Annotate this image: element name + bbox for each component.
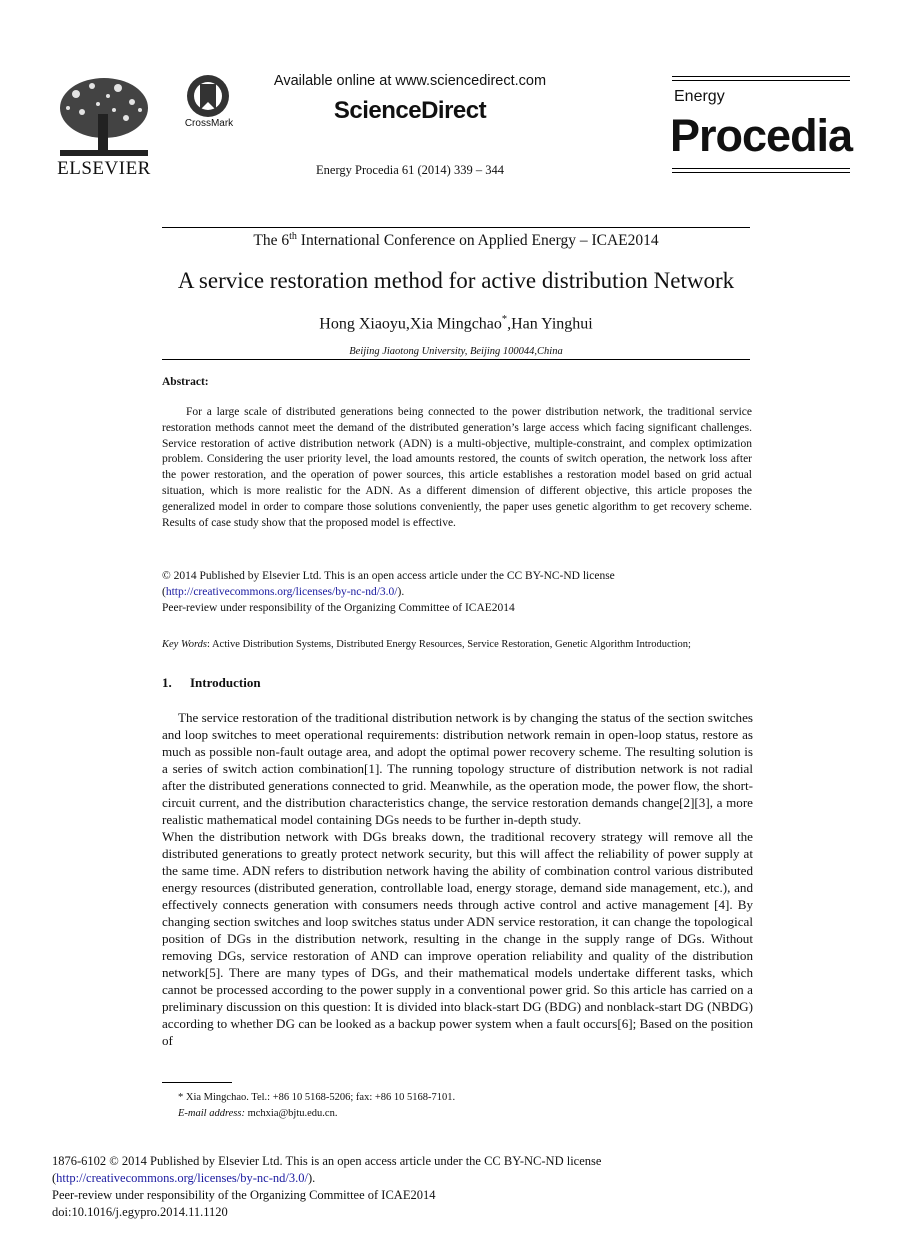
section-number: 1.: [162, 675, 172, 690]
footer-doi[interactable]: doi:10.1016/j.egypro.2014.11.1120: [52, 1205, 228, 1219]
footnote-contact: * Xia Mingchao. Tel.: +86 10 5168-5206; fax: +86 10 5168-7101.: [178, 1092, 456, 1103]
authors: [162, 314, 750, 333]
available-online: Available online at www.sciencedirect.com: [273, 73, 547, 89]
paragraph-1: The service restoration of the traditional distribution network is by changing the status of the section switches and loop switches to meet operational requirements: distribution network remain in open-loop status, restore as much as possible non-fault outage area, and adopt the optimal power recovery scheme. The resulting solution is a series of switch action combination[1]. The running topology structure of distribution network is not radial after the distributed generations connected to grid. Meanwhile, as the operation mode, the power flow, the short-circuit current, and the distribution characteristics change, the service restoration demands change[2][3], a more realistic mathematical model containing DGs needs to be further in-depth study.: [162, 710, 753, 827]
conference-post: International Conference on Applied Energy – ICAE2014: [296, 232, 659, 250]
footnote-email: [162, 1106, 752, 1122]
procedia-rule-bottom-2: [672, 172, 850, 173]
affiliation: Beijing Jiaotong University, Beijing 100044,China: [349, 346, 563, 357]
license-link[interactable]: http://creativecommons.org/licenses/by-nc-nd/3.0/: [165, 585, 398, 598]
publisher-name: ELSEVIER: [57, 158, 151, 179]
procedia-rule-bottom-1: [672, 168, 850, 169]
abstract-text: For a large scale of distributed generations being connected to the power distribution network, the traditional service restoration methods cannot meet the demand of the distributed generation’s large access which facing significant challenges. Service restoration of active distribution network (ADN) is a multi-objective, multiple-constraint, and complex optimization problem. Considering the user priority level, the load amounts restored, the counts of switch operation, the network loss after the power restoration, and the operation of power sources, this article establishes a restoration model based on grid actual situation, which is more realistic for the ADN. As a different dimension of different objective, this article proposes the generalized model in order to compare those solutions conveniently, the paper uses genetic algorithm to get recovery scheme. Results of case study show that the proposed model is effective.: [162, 406, 752, 529]
copyright-line: © 2014 Published by Elsevier Ltd. This is an open access article under the CC BY-NC-ND license: [162, 570, 615, 582]
title-rule-top: [162, 227, 750, 228]
copyright-block: [162, 569, 752, 616]
paper-title: A service restoration method for active distribution Network: [177, 268, 735, 293]
paragraph-2: When the distribution network with DGs breaks down, the traditional recovery strategy will remove all the distributed generations to greatly protect network security, but this will affect the reliability of power supply at the same time. ADN refers to distribution network having the ability of combination control various distributed energy resources (distributed generation, controllable load, energy storage, demand side management, etc.), and effectively connects generation with consumers needs through active control and active management [4]. By changing section switches and loop switches status under ADN service restoration, it can change the topological position of DGs in the distribution network, resulting in the change in the supply range of DGs. Without removing DGs, service restoration of AND can improve operation reliability and quality of the distribution network[5]. There are many types of DGs, and their mathematical models undertake different tasks, which cannot be processed according to the power supply in a conventional power grid. So this article has carried on a preliminary discussion on this question: It is divided into black-start DG (BDG) and nonblack-start DG (NBDG) according to whether DG can be looked as a backup power system when a fault occurs[6]; Based on the position of: [162, 829, 753, 1048]
procedia-rule-top-1: [672, 76, 850, 77]
procedia-journal-small: Energy: [674, 88, 725, 105]
section-title: Introduction: [190, 675, 261, 690]
conference-pre: The 6: [253, 232, 290, 250]
authors-part2: ,Han Yinghui: [507, 315, 593, 333]
conference-sup: th: [289, 231, 297, 242]
sciencedirect-logo: ScienceDirect: [333, 97, 487, 124]
footer-license-link[interactable]: http://creativecommons.org/licenses/by-nc-nd/3.0/: [56, 1171, 308, 1185]
keywords-label: Key Words: [162, 639, 208, 650]
procedia-journal-big: Procedia: [670, 110, 853, 161]
email-label: E-mail address:: [178, 1108, 245, 1119]
abstract-heading: Abstract:: [162, 376, 209, 388]
journal-citation: Energy Procedia 61 (2014) 339 – 344: [316, 163, 504, 177]
section-heading: [162, 675, 261, 691]
elsevier-logo: [52, 74, 156, 178]
email-address[interactable]: mchxia@bjtu.edu.cn.: [244, 1108, 338, 1119]
elsevier-tree-icon: [52, 74, 156, 158]
keywords-text: : Active Distribution Systems, Distributed Energy Resources, Service Restoration, Genetic Algorithm Introduction;: [207, 639, 691, 650]
copyright-link-line: (http://creativecommons.org/licenses/by-nc-nd/3.0/).: [162, 585, 405, 598]
corresponding-mark: *: [501, 314, 508, 325]
footer-peer-review: Peer-review under responsibility of the Organizing Committee of ICAE2014: [52, 1188, 436, 1202]
peer-review-line: Peer-review under responsibility of the Organizing Committee of ICAE2014: [162, 601, 515, 614]
page-footer: [52, 1153, 752, 1221]
footer-link-line: (http://creativecommons.org/licenses/by-nc-nd/3.0/).: [52, 1171, 316, 1185]
procedia-rule-top-2: [672, 80, 850, 81]
footnote: [162, 1090, 752, 1122]
crossmark-label: CrossMark: [184, 118, 234, 129]
authors-part1: Hong Xiaoyu,Xia Mingchao: [319, 315, 502, 333]
conference-name: [162, 231, 750, 250]
footer-license-line: 1876-6102 © 2014 Published by Elsevier Ltd. This is an open access article under the CC BY-NC-ND license: [52, 1154, 602, 1168]
keywords: [162, 639, 752, 650]
title-rule-bottom: [162, 359, 750, 360]
footnote-rule: [162, 1082, 232, 1083]
section-body: [162, 709, 753, 1049]
